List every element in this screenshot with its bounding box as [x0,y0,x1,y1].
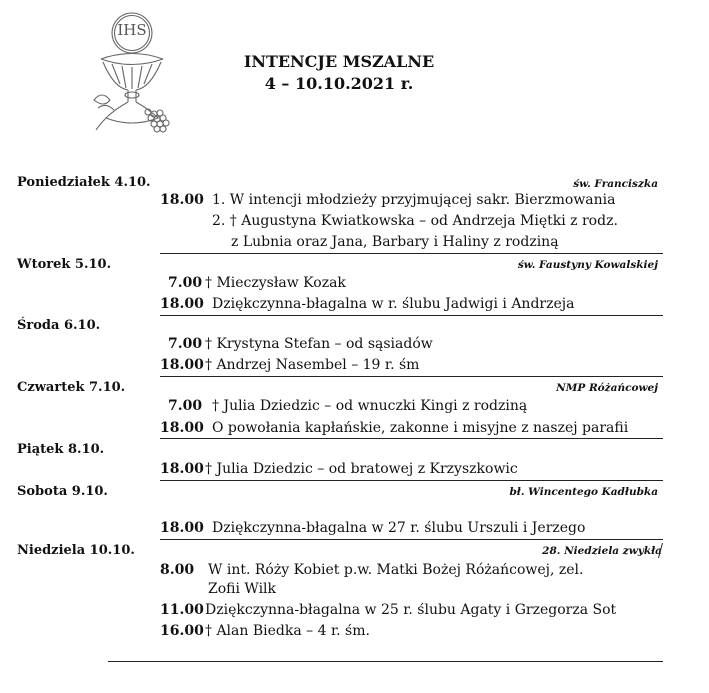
mass-intention: † Julia Dziedzic – od bratowej z Krzyszkowic [205,461,518,477]
day-friday: Piątek 8.10. [17,442,105,457]
mass-time: 7.00 [168,275,203,291]
mass-intention: † Julia Dziedzic – od wnuczki Kingi z rodziną [212,398,528,414]
mass-intention: † Mieczysław Kozak [205,275,346,291]
mass-time: 7.00 [168,336,203,352]
mass-time: 11.00 [160,602,204,618]
day-wednesday: Środa 6.10. [17,318,101,333]
page-title: INTENCJE MSZALNE [243,52,435,71]
mass-intention: Dziękczynna-błagalna w 25 r. ślubu Agaty i Grzegorza Sot [205,602,617,618]
mass-intention: z Lubnia oraz Jana, Barbary i Haliny z rodziną [231,234,559,250]
day-saturday: Sobota 9.10. [17,484,108,499]
divider [160,438,663,439]
divider [160,253,663,254]
mass-time: 16.00 [160,623,204,639]
divider [160,315,663,316]
day-thursday: Czwartek 7.10. [17,380,126,395]
mass-intention: † Alan Biedka – 4 r. śm. [205,623,370,639]
mass-time: 18.00 [160,357,204,373]
divider [160,376,663,377]
feast-saturday: bł. Wincentego Kadłubka [509,486,658,498]
mass-time: 7.00 [168,398,203,414]
mass-intention: Zofii Wilk [208,581,277,597]
day-tuesday: Wtorek 5.10. [17,257,112,272]
mass-time: 18.00 [160,192,204,208]
mass-time: 18.00 [160,461,204,477]
mass-intention: † Andrzej Nasembel – 19 r. śm [205,357,420,373]
feast-thursday: NMP Różańcowej [556,382,658,394]
feast-monday: św. Franciszka [573,178,658,190]
divider [160,539,663,540]
week-dates: 4 – 10.10.2021 r. [264,74,414,93]
mass-intention: W int. Róży Kobiet p.w. Matki Bożej Różańcowej, zel. [208,562,584,578]
mass-time: 8.00 [160,562,195,578]
mass-intention: O powołania kapłańskie, zakonne i misyjne z naszej parafii [212,420,629,436]
mass-intention: † Krystyna Stefan – od sąsiadów [205,336,433,352]
day-monday: Poniedziałek 4.10. [17,175,151,190]
mass-intention: Dziękczynna-błagalna w r. ślubu Jadwigi i Andrzeja [212,296,575,312]
mass-time: 18.00 [160,420,204,436]
mass-intention: 1. W intencji młodzieży przyjmującej sakr. Bierzmowania [212,192,616,208]
feast-tuesday: św. Faustyny Kowalskiej [517,259,658,271]
divider [108,661,663,662]
mass-intention: 2. † Augustyna Kwiatkowska – od Andrzeja Miętki z rodz. [212,213,618,229]
divider [160,480,663,481]
mass-time: 18.00 [160,296,204,312]
feast-sunday: 28. Niedziela zwykła [542,545,662,557]
day-sunday: Niedziela 10.10. [17,543,135,558]
mass-time: 18.00 [160,520,204,536]
mass-intention: Dziękczynna-błagalna w 27 r. ślubu Urszuli i Jerzego [212,520,586,536]
logo-monogram: IHS [117,21,147,39]
